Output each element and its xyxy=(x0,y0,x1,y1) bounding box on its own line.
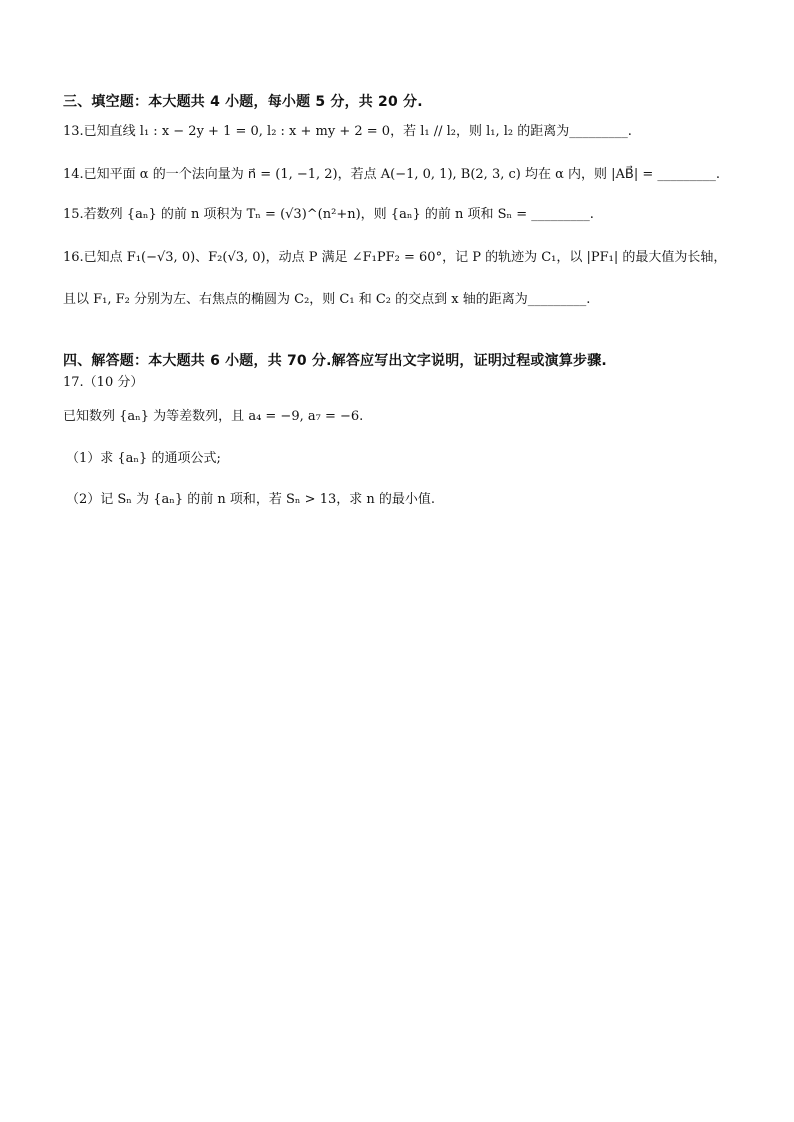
question-17-header: 17.（10 分） xyxy=(63,375,144,390)
section-3-title: 三、填空题：本大题共 4 小题，每小题 5 分，共 20 分. xyxy=(63,94,423,110)
question-15: 15.若数列 {aₙ} 的前 n 项积为 Tₙ = (√3)^(n²+n)，则 {aₙ} 的前 n 项和 Sₙ = _________. xyxy=(63,207,594,222)
question-17-stem: 已知数列 {aₙ} 为等差数列，且 a₄ = −9, a₇ = −6. xyxy=(63,409,364,424)
question-17-part-2: （2）记 Sₙ 为 {aₙ} 的前 n 项和，若 Sₙ > 13，求 n 的最小值. xyxy=(66,492,436,507)
section-4-title: 四、解答题：本大题共 6 小题，共 70 分.解答应写出文字说明，证明过程或演算步骤. xyxy=(63,353,607,369)
question-16-line-2: 且以 F₁, F₂ 分别为左、右焦点的椭圆为 C₂，则 C₁ 和 C₂ 的交点到 x 轴的距离为_________. xyxy=(63,292,591,307)
question-14: 14.已知平面 α 的一个法向量为 n⃗ = (1, −1, 2)，若点 A(−1, 0, 1), B(2, 3, c) 均在 α 内，则 |AB⃗| = _________. xyxy=(63,167,721,182)
question-13: 13.已知直线 l₁ : x − 2y + 1 = 0, l₂ : x + my + 2 = 0，若 l₁ // l₂，则 l₁, l₂ 的距离为_________. xyxy=(63,124,632,139)
question-16-line-1: 16.已知点 F₁(−√3, 0)、F₂(√3, 0)，动点 P 满足 ∠F₁PF₂ = 60°，记 P 的轨迹为 C₁，以 |PF₁| 的最大值为长轴， xyxy=(63,250,727,265)
question-17-part-1: （1）求 {aₙ} 的通项公式; xyxy=(66,451,221,466)
